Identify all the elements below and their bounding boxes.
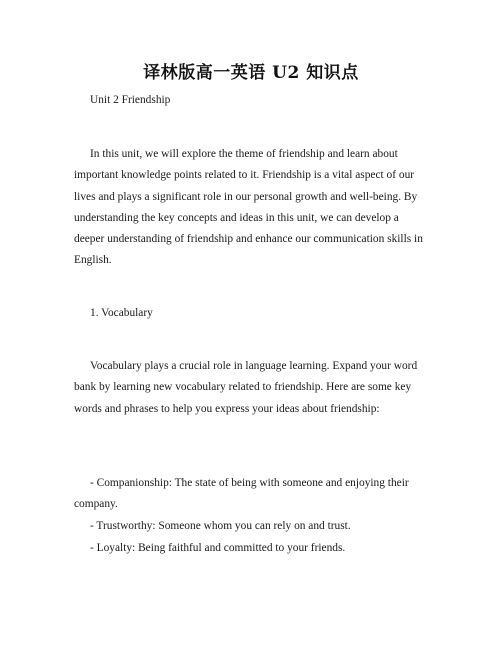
unit-heading: Unit 2 Friendship xyxy=(90,94,171,106)
vocabulary-paragraph: Vocabulary plays a crucial role in language learning. Expand your word bank by learning new vocabulary related to friendship. Here are some key words and phrases to help you express your ideas about friendship: xyxy=(74,360,418,415)
document-title: 译林版高一英语 U2 知识点 xyxy=(143,63,359,83)
section-heading-vocabulary: 1. Vocabulary xyxy=(90,307,153,319)
vocab-item-loyalty: - Loyalty: Being faithful and committed to your friends. xyxy=(90,542,346,554)
intro-paragraph: In this unit, we will explore the theme of friendship and learn about important knowledge points related to it. Friendship is a vital aspect of our lives and plays a significant role in our personal growth and well-being. By understanding the key concepts and ideas in this unit, we can develop a deeper understanding of friendship and enhance our communication skills in English. xyxy=(74,148,423,267)
vocab-item-trustworthy: - Trustworthy: Someone whom you can rely on and trust. xyxy=(90,520,351,532)
vocab-item-companionship: - Companionship: The state of being with someone and enjoying their company. xyxy=(74,477,409,511)
